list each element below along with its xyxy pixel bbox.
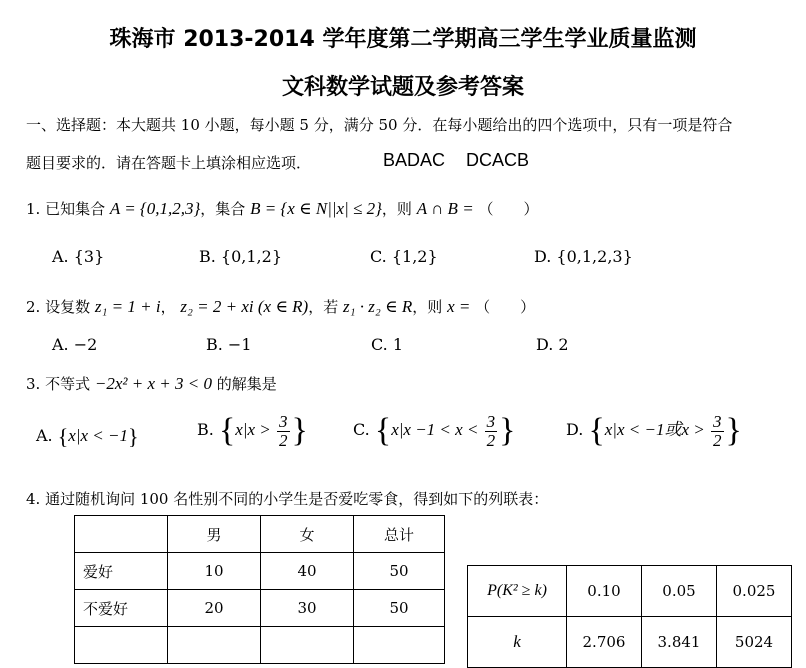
k-table-cell: 0.05	[642, 566, 717, 617]
table-header-cell: 女	[261, 516, 354, 553]
k-critical-table	[467, 565, 792, 668]
k-table-cell: 2.706	[567, 617, 642, 668]
q1-set-a: A = {0,1,2,3}	[109, 199, 201, 218]
contingency-table	[74, 515, 445, 664]
q2-sep: ，	[160, 298, 176, 316]
k-table-cell: 0.025	[717, 566, 792, 617]
table-header-cell: 男	[168, 516, 261, 553]
q3-option-a-expr: x|x < −1	[68, 425, 129, 445]
question-2	[26, 296, 535, 317]
table-cell: 40	[261, 553, 354, 590]
q3-option-b-label: B.	[197, 419, 214, 439]
question-4: 4. 通过随机询问 100 名性别不同的小学生是否爱吃零食，得到如下的列联表：	[26, 490, 549, 508]
q2-z1: z₁ = 1 + i	[94, 297, 161, 316]
q1-option-a: A. {3}	[52, 247, 105, 266]
table-cell	[354, 627, 445, 664]
q1-mid: ，集合	[200, 200, 246, 218]
q3-option-c-expr: x|x −1 < x <	[391, 419, 479, 439]
q3-option-a: A. {x|x < −1}	[36, 424, 139, 449]
q1-option-c: C. {1,2}	[370, 247, 438, 266]
page-subtitle: 文科数学试题及参考答案	[281, 75, 524, 100]
table-cell	[75, 627, 168, 664]
q3-c-frac-den: 2	[486, 430, 496, 450]
q2-blank: （ ）	[475, 298, 536, 316]
q1-prefix: 1. 已知集合	[26, 200, 106, 218]
q1-option-d: D. {0,1,2,3}	[534, 247, 633, 266]
k-table-row	[468, 617, 792, 668]
q2-mid: ，若	[308, 298, 339, 316]
k-table-cell: 3.841	[642, 617, 717, 668]
q3-d-frac-den: 2	[713, 430, 722, 450]
q2-expr: x =	[447, 297, 471, 316]
table-header-cell: 总计	[354, 516, 445, 553]
question-1	[26, 198, 538, 219]
k-table-row	[468, 566, 792, 617]
q3-tail: 的解集是	[216, 375, 277, 393]
table-cell	[261, 627, 354, 664]
q3-b-frac-den: 2	[279, 430, 288, 450]
section-intro-line1: 一、选择题：本大题共 10 小题，每小题 5 分，满分 50 分．在每小题给出的四个选项中，只有一项是符合	[26, 116, 733, 134]
q3-option-c-label: C.	[353, 419, 370, 439]
page-title: 珠海市 2013-2014 学年度第二学期高三学生学业质量监测	[109, 27, 697, 52]
table-cell: 爱好	[75, 553, 168, 590]
q1-expr: A ∩ B =	[416, 199, 474, 218]
table-cell: 50	[354, 590, 445, 627]
k-table-label: k	[468, 617, 567, 668]
table-header-row	[75, 516, 445, 553]
q2-cond: z₁ · z₂ ∈ R	[343, 297, 413, 316]
q3-c-frac-num: 3	[486, 411, 496, 431]
table-row	[75, 553, 445, 590]
q3-option-c: C. {x|x −1 < x < $\frac{3}{2}$ }	[353, 411, 516, 450]
k-table-cell: 5024	[717, 617, 792, 668]
table-row	[75, 627, 445, 664]
q3-option-b-expr: x|x >	[235, 419, 271, 439]
q3-option-a-label: A.	[36, 425, 53, 445]
q3-inequality: −2x² + x + 3 < 0	[94, 374, 212, 393]
q3-option-d-label: D.	[566, 419, 584, 439]
q1-blank: （ ）	[478, 200, 539, 218]
table-row	[75, 590, 445, 627]
section-intro-line2: 题目要求的．请在答题卡上填涂相应选项．	[26, 154, 312, 172]
table-header-cell	[75, 516, 168, 553]
q2-prefix: 2. 设复数	[26, 298, 91, 316]
q2-option-b: B. −1	[206, 335, 252, 354]
table-cell	[168, 627, 261, 664]
q1-set-b: B = {x ∈ N||x| ≤ 2}	[250, 199, 382, 218]
q3-d-frac-num: 3	[713, 411, 722, 431]
q2-option-d: D. 2	[536, 335, 569, 354]
k-table-cell: 0.10	[567, 566, 642, 617]
q3-b-frac-num: 3	[279, 411, 288, 431]
q3-option-b: B. {x|x > $\frac{3}{2}$ }	[197, 411, 308, 450]
table-cell: 不爱好	[75, 590, 168, 627]
q2-option-a: A. −2	[52, 335, 98, 354]
table-cell: 20	[168, 590, 261, 627]
table-cell: 50	[354, 553, 445, 590]
answer-key-2: DCACB	[466, 150, 530, 170]
table-cell: 10	[168, 553, 261, 590]
q3-option-d-expr: x|x < −1或x >	[604, 419, 705, 439]
q2-z2: z₂ = 2 + xi (x ∈ R)	[180, 297, 309, 316]
q2-tail: ，则	[412, 298, 443, 316]
k-table-header: P(K² ≥ k)	[468, 566, 567, 617]
table-cell: 30	[261, 590, 354, 627]
q3-prefix: 3. 不等式	[26, 375, 91, 393]
q3-option-d: D. {x|x < −1或x > $\frac{3}{2}$ }	[566, 411, 742, 450]
q2-option-c: C. 1	[371, 335, 404, 354]
question-3	[26, 373, 277, 394]
q1-tail: ，则	[381, 200, 412, 218]
answer-key-1: BADAC	[383, 150, 446, 170]
q1-option-b: B. {0,1,2}	[199, 247, 282, 266]
